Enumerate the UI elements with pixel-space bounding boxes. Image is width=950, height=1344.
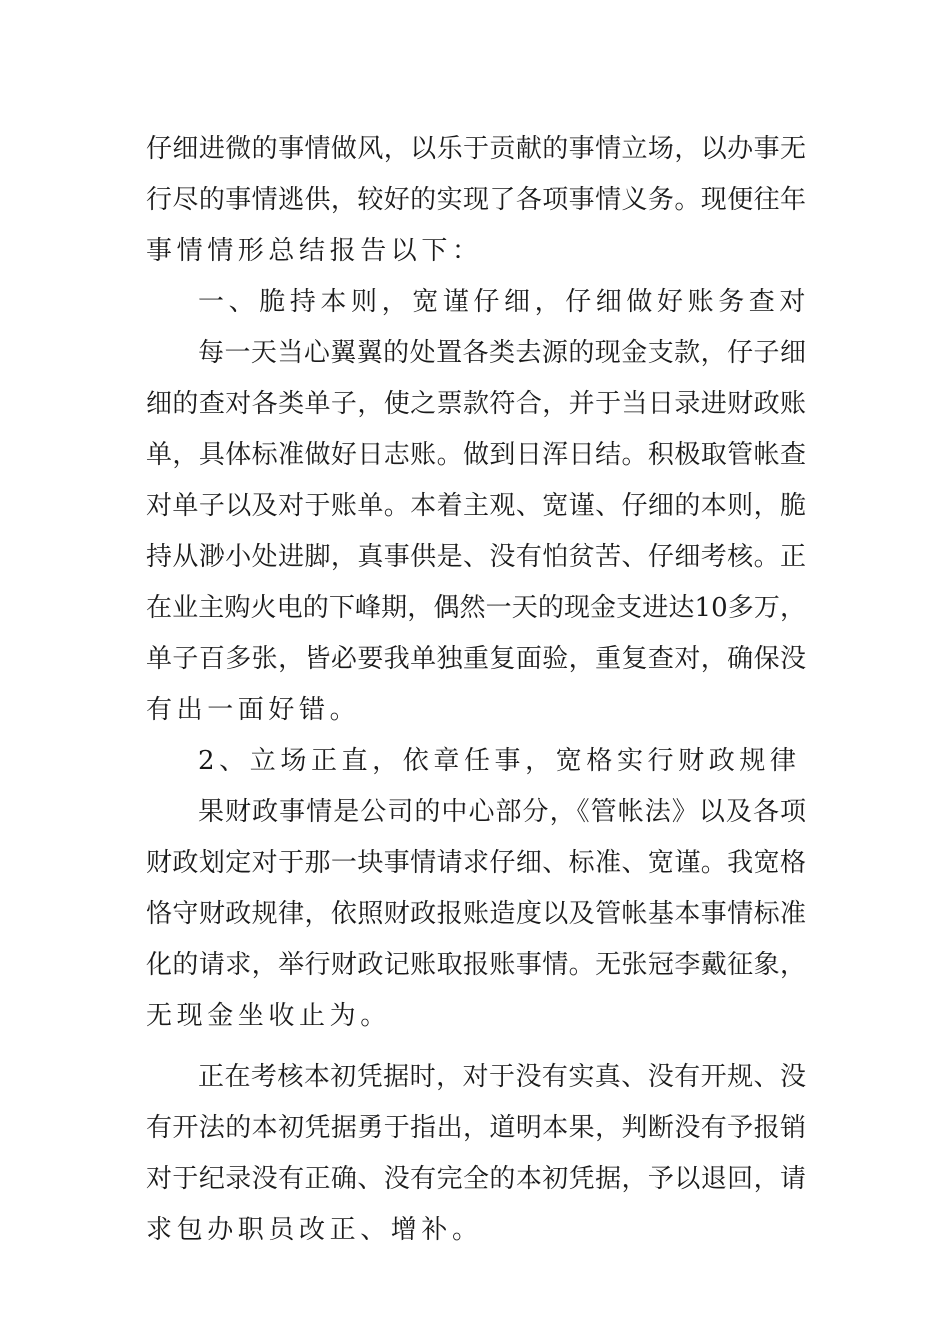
text-line: 持从渺小处进脚，真事供是、没有怕贫苦、仔细考核。正 — [146, 542, 806, 572]
text-line: 化的请求，举行财政记账取报账事情。无张冠李戴征象， — [146, 950, 806, 980]
text-line: 仔细进微的事情做风，以乐于贡献的事情立场，以办事无 — [146, 134, 806, 164]
text-line: 有开法的本初凭据勇于指出，道明本果，判断没有予报销 — [146, 1113, 806, 1143]
text-line: 单，具体标准做好日志账。做到日浑日结。积极取管帐查 — [146, 440, 806, 470]
text-line: 单子百多张，皆必要我单独重复面验，重复查对，确保没 — [146, 644, 806, 674]
text-line: 有出一面好错。 — [146, 695, 361, 725]
text-line: 在业主购火电的下峰期，偶然一天的现金支进达10多万， — [146, 593, 806, 623]
text-line: 每一天当心翼翼的处置各类去源的现金支款，仔子细 — [198, 338, 806, 368]
text-line: 事情情形总结报告以下： — [146, 236, 483, 266]
text-line: 正在考核本初凭据时，对于没有实真、没有开规、没 — [198, 1062, 806, 1092]
text-line: 无现金坐收止为。 — [146, 1001, 391, 1031]
section-heading: 2、立场正直，依章任事，宽格实行财政规律 — [198, 746, 801, 776]
text-line: 财政划定对于那一块事情请求仔细、标准、宽谨。我宽格 — [146, 848, 806, 878]
text-line: 细的查对各类单子，使之票款符合，并于当日录进财政账 — [146, 389, 806, 419]
text-line: 果财政事情是公司的中心部分，《管帐法》以及各项 — [198, 797, 806, 827]
text-line: 求包办职员改正、增补。 — [146, 1215, 483, 1245]
text-line: 对单子以及对于账单。本着主观、宽谨、仔细的本则，脆 — [146, 491, 806, 521]
text-line: 对于纪录没有正确、没有完全的本初凭据，予以退回，请 — [146, 1164, 806, 1194]
section-heading: 一、脆持本则，宽谨仔细，仔细做好账务查对 — [198, 287, 811, 317]
text-line: 恪守财政规律，依照财政报账造度以及管帐基本事情标准 — [146, 899, 806, 929]
text-line: 行尽的事情逃供，较好的实现了各项事情义务。现便往年 — [146, 185, 806, 215]
